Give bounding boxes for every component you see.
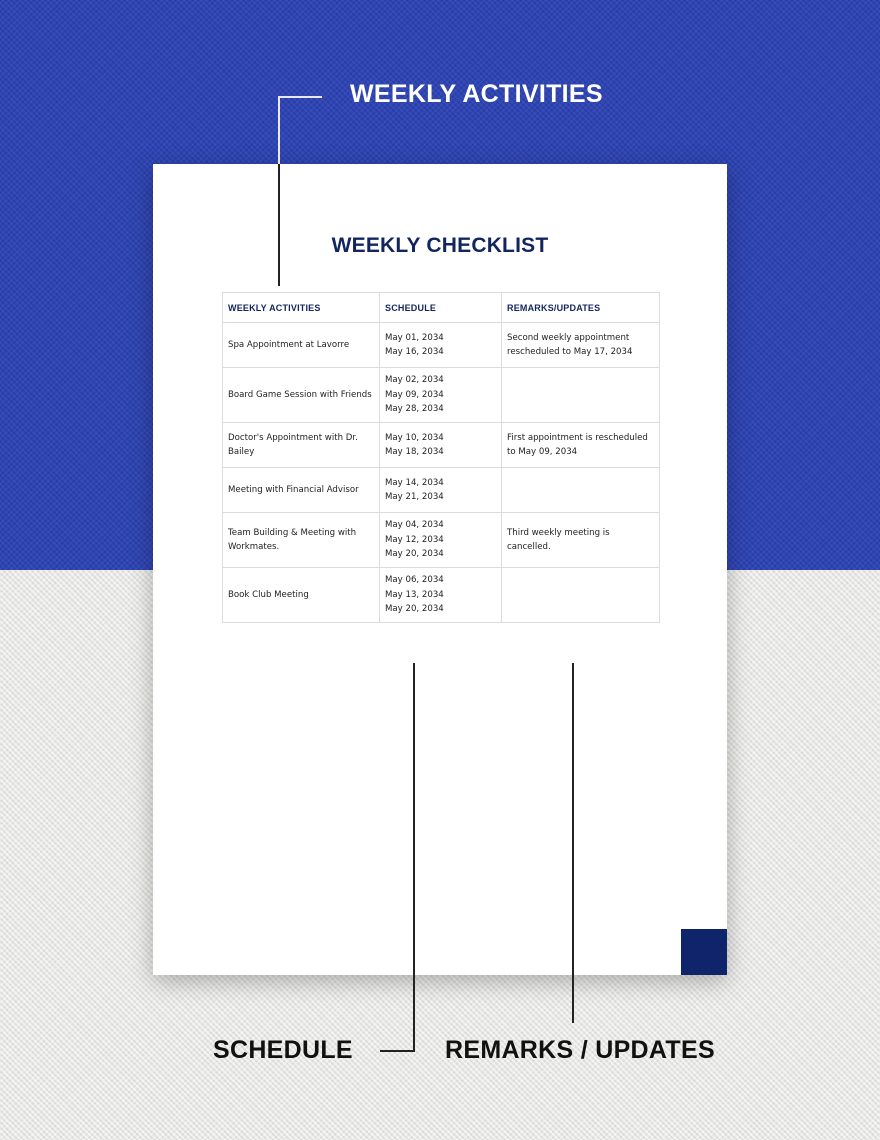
remarks-cell: [502, 568, 660, 623]
activity-cell: Board Game Session with Friends: [223, 368, 380, 423]
schedule-date: May 12, 2034: [385, 534, 444, 545]
schedule-cell: [380, 423, 502, 468]
leader-line-remarks-vertical: [572, 663, 574, 1023]
schedule-date: May 14, 2034: [385, 477, 444, 488]
schedule-date: May 28, 2034: [385, 404, 444, 415]
checklist-page: [153, 164, 727, 975]
header-schedule: SCHEDULE: [380, 293, 502, 323]
header-remarks: REMARKS/UPDATES: [502, 293, 660, 323]
schedule-date: May 06, 2034: [385, 575, 444, 586]
schedule-date: May 16, 2034: [385, 347, 444, 357]
activity-cell: Doctor's Appointment with Dr. Bailey: [223, 423, 380, 468]
schedule-date: May 21, 2034: [385, 492, 444, 502]
remarks-cell: First appointment is rescheduled to May 09, 2034: [502, 423, 660, 468]
schedule-cell: [380, 368, 502, 423]
header-weekly-activities: WEEKLY ACTIVITIES: [223, 293, 380, 323]
callout-remarks-updates: REMARKS / UPDATES: [445, 1036, 715, 1064]
activity-cell: Book Club Meeting: [223, 568, 380, 623]
leader-line-activities-vertical-page: [278, 164, 280, 286]
schedule-date: May 02, 2034: [385, 375, 444, 386]
schedule-date: May 20, 2034: [385, 604, 444, 615]
table-row: [223, 468, 660, 513]
table-row: [223, 568, 660, 623]
remarks-cell: [502, 368, 660, 423]
corner-accent-block: [681, 929, 727, 975]
schedule-date: May 20, 2034: [385, 549, 444, 560]
leader-line-activities-horizontal: [278, 96, 322, 98]
schedule-date: May 04, 2034: [385, 520, 444, 531]
schedule-date: May 13, 2034: [385, 589, 444, 600]
activity-cell: Spa Appointment at Lavorre: [223, 323, 380, 368]
table-row: [223, 513, 660, 568]
table-row: [223, 368, 660, 423]
remarks-cell: [502, 468, 660, 513]
table-row: [223, 423, 660, 468]
schedule-cell: [380, 323, 502, 368]
schedule-date: May 09, 2034: [385, 389, 444, 400]
schedule-cell: [380, 568, 502, 623]
leader-line-schedule-vertical: [413, 663, 415, 1051]
activity-cell: Team Building & Meeting with Workmates.: [223, 513, 380, 568]
schedule-cell: [380, 513, 502, 568]
schedule-cell: [380, 468, 502, 513]
activity-cell: Meeting with Financial Advisor: [223, 468, 380, 513]
checklist-table: [222, 292, 660, 623]
callout-schedule: SCHEDULE: [213, 1036, 353, 1064]
remarks-cell: Second weekly appointment rescheduled to May 17, 2034: [502, 323, 660, 368]
schedule-date: May 10, 2034: [385, 432, 444, 443]
remarks-cell: Third weekly meeting is cancelled.: [502, 513, 660, 568]
table-row: [223, 323, 660, 368]
page-title: WEEKLY CHECKLIST: [331, 234, 549, 257]
leader-line-schedule-horizontal: [380, 1050, 415, 1052]
leader-line-activities-vertical: [278, 96, 280, 164]
table-header-row: [223, 293, 660, 323]
schedule-date: May 18, 2034: [385, 447, 444, 457]
callout-weekly-activities: WEEKLY ACTIVITIES: [350, 80, 603, 108]
schedule-date: May 01, 2034: [385, 332, 444, 343]
